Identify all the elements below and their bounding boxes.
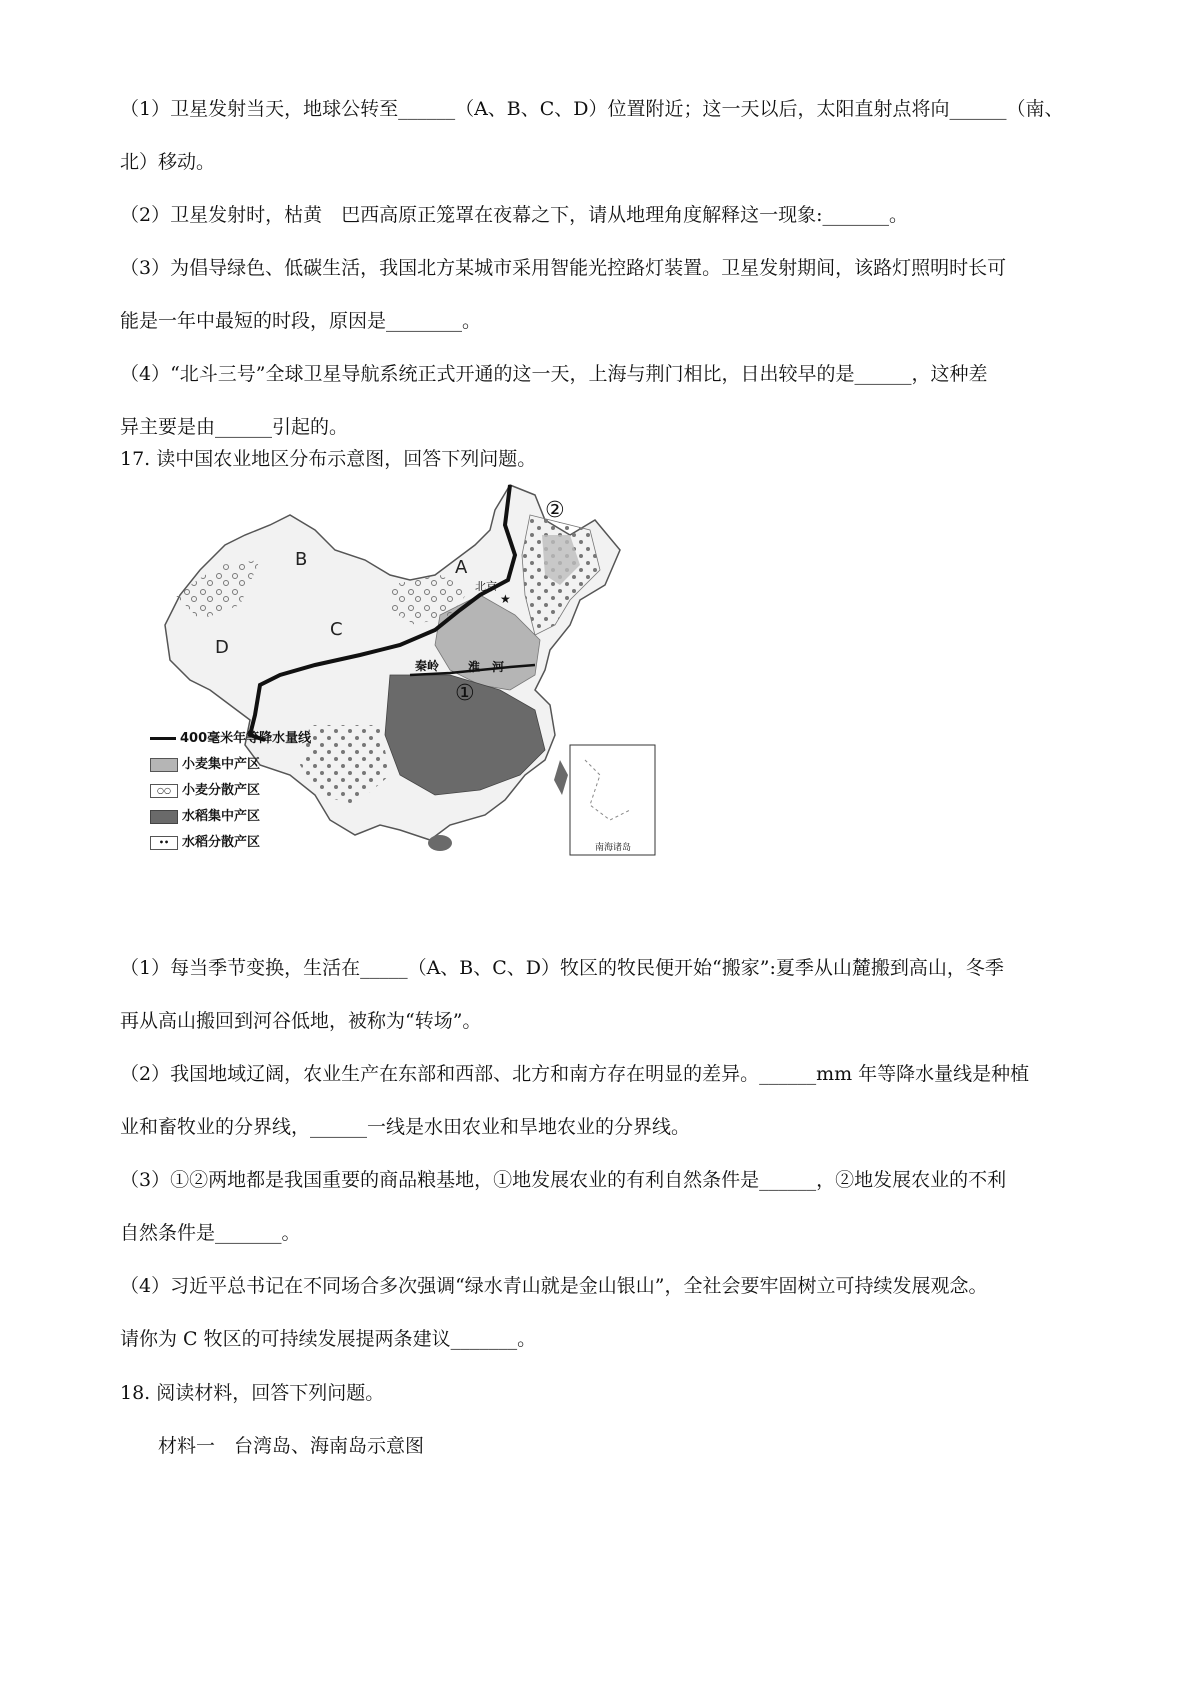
legend-label-wheat-concentrated: 小麦集中产区 [182,757,261,772]
q17-part3-line1: （3）①②两地都是我国重要的商品粮基地，①地发展农业的有利自然条件是______，②地发展农业的不利 [120,1169,1007,1191]
legend-line-swatch [150,737,176,740]
taiwan-island [554,760,568,795]
legend-label-isohyet: 400毫米年等降水量线 [180,731,312,746]
map-label-huaihe: 淮 河 [468,660,505,674]
map-label-d: D [215,637,229,658]
q16-part2: （2）卫星发射时，枯黄 巴西高原正笼罩在夜幕之下，请从地理角度解释这一现象:_______。 [120,204,908,226]
map-label-c: C [330,619,343,640]
legend-wheat-concentrated-swatch [150,758,178,772]
q17-part4-line2: 请你为 C 牧区的可持续发展提两条建议_______。 [120,1328,537,1350]
legend-isohyet [150,727,311,746]
map-label-b: B [295,549,308,570]
map-label-qinling: 秦岭 [415,659,440,673]
q16-part1-line1: （1）卫星发射当天，地球公转至______（A、B、C、D）位置附近；这一天以后，太阳直射点将向______（南、 [120,98,1064,120]
legend-wheat-scattered-swatch: ○○ [150,784,178,798]
q17-part3-line2: 自然条件是_______。 [120,1222,301,1244]
map-label-a: A [455,557,468,578]
legend-wheat-concentrated [150,753,260,772]
q16-part3-line1: （3）为倡导绿色、低碳生活，我国北方某城市采用智能光控路灯装置。卫星发射期间，该路灯照明时长可 [120,257,1007,279]
q18-stem: 18. 阅读材料，回答下列问题。 [120,1382,385,1404]
q17-part1-line2: 再从高山搬回到河谷低地，被称为“转场”。 [120,1010,482,1032]
map-label-region-1: ① [455,681,475,706]
inset-label: 南海诸岛 [595,843,632,853]
legend-rice-concentrated [150,805,260,824]
south-china-sea-inset [570,745,655,855]
china-agriculture-map [150,475,690,930]
map-label-region-2: ② [545,498,565,523]
hainan-island [428,835,452,851]
legend-label-rice-concentrated: 水稻集中产区 [182,809,261,824]
legend-label-wheat-scattered: 小麦分散产区 [182,783,261,798]
q18-material1-caption: 材料一 台湾岛、海南岛示意图 [158,1435,425,1457]
q17-part2-line2: 业和畜牧业的分界线，______一线是水田农业和旱地农业的分界线。 [120,1116,691,1138]
q16-part3-line2: 能是一年中最短的时段，原因是________。 [120,310,482,332]
map-graphic [150,475,690,930]
q17-part2-line1: （2）我国地域辽阔，农业生产在东部和西部、北方和南方存在明显的差异。______mm 年等降水量线是种植 [120,1063,1030,1085]
q17-part1-line1: （1）每当季节变换，生活在_____（A、B、C、D）牧区的牧民便开始“搬家”:夏季从山麓搬到高山，冬季 [120,957,1004,979]
legend-rice-scattered-swatch: •• [150,836,178,850]
legend-rice-concentrated-swatch [150,810,178,824]
q16-part4-line2: 异主要是由______引起的。 [120,416,349,438]
beijing-star-icon: ★ [500,592,511,606]
q16-part1-line2: 北）移动。 [120,151,216,173]
q16-part4-line1: （4）“北斗三号”全球卫星导航系统正式开通的这一天，上海与荆门相比，日出较早的是______，这种差 [120,363,988,385]
q17-stem: 17. 读中国农业地区分布示意图，回答下列问题。 [120,448,537,470]
q17-part4-line1: （4）习近平总书记在不同场合多次强调“绿水青山就是金山银山”，全社会要牢固树立可持续发展观念。 [120,1275,988,1297]
map-label-beijing: 北京 [475,580,497,593]
legend-rice-scattered [150,831,260,850]
legend-label-rice-scattered: 水稻分散产区 [182,835,261,850]
legend-wheat-scattered [150,779,260,798]
